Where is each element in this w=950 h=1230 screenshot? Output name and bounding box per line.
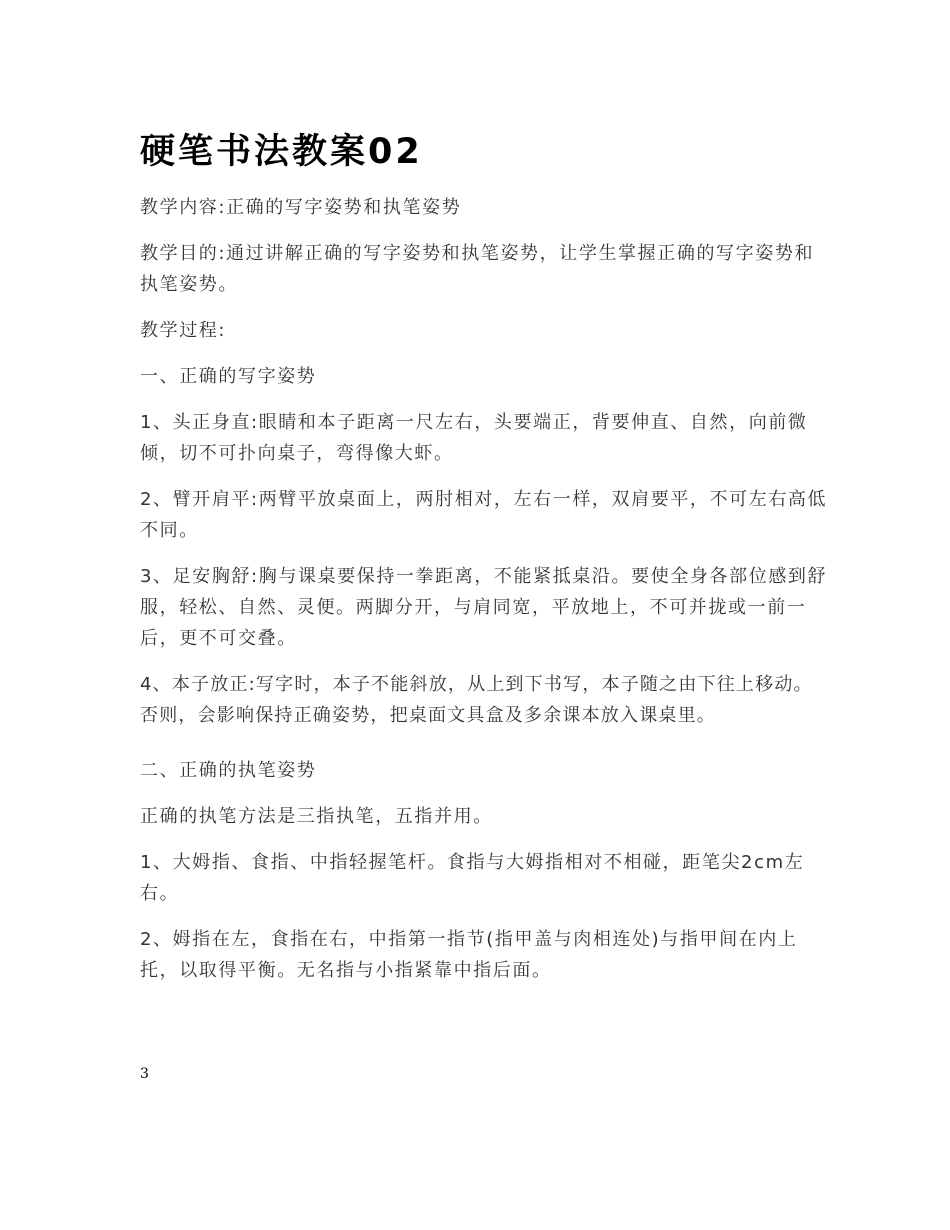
list-item-three-fingers: 1、大姆指、食指、中指轻握笔杆。食指与大姆指相对不相碰，距笔尖2cm左右。 xyxy=(140,852,805,904)
paragraph-teaching-content: 教学内容:正确的写字姿势和执笔姿势 xyxy=(140,197,462,218)
list-item-head-straight: 1、头正身直:眼睛和本子距离一尺左右，头要端正，背要伸直、自然，向前微倾，切不可扑向桌子，弯得像大虾。 xyxy=(140,412,808,464)
document-title: 硬笔书法教案02 xyxy=(140,132,423,172)
section-heading-pen-holding: 二、正确的执笔姿势 xyxy=(140,760,317,781)
list-item-finger-positions: 2、姆指在左，食指在右，中指第一指节(指甲盖与肉相连处)与指甲间在内上托，以取得平衡。无名指与小指紧靠中指后面。 xyxy=(140,929,798,981)
list-item-notebook-straight: 4、本子放正:写字时，本子不能斜放，从上到下书写，本子随之由下往上移动。否则，会影响保持正确姿势，把桌面文具盒及多余课本放入课桌里。 xyxy=(140,674,813,726)
paragraph-teaching-process: 教学过程: xyxy=(140,320,227,341)
section-heading-writing-posture: 一、正确的写字姿势 xyxy=(140,366,317,387)
list-item-feet-chest: 3、足安胸舒:胸与课桌要保持一拳距离，不能紧抵桌沿。要使全身各部位感到舒服，轻松、自然、灵便。两脚分开，与肩同宽，平放地上，不可并拢或一前一后，更不可交叠。 xyxy=(140,566,828,649)
page-number: 3 xyxy=(140,1066,149,1082)
document-body xyxy=(140,192,830,1001)
paragraph-teaching-goal: 教学目的:通过讲解正确的写字姿势和执笔姿势，让学生掌握正确的写字姿势和执笔姿势。 xyxy=(140,243,815,295)
paragraph-pen-method: 正确的执笔方法是三指执笔，五指并用。 xyxy=(140,806,493,827)
list-item-arms-shoulders: 2、臂开肩平:两臂平放桌面上，两肘相对，左右一样，双肩要平，不可左右高低不同。 xyxy=(140,489,828,541)
